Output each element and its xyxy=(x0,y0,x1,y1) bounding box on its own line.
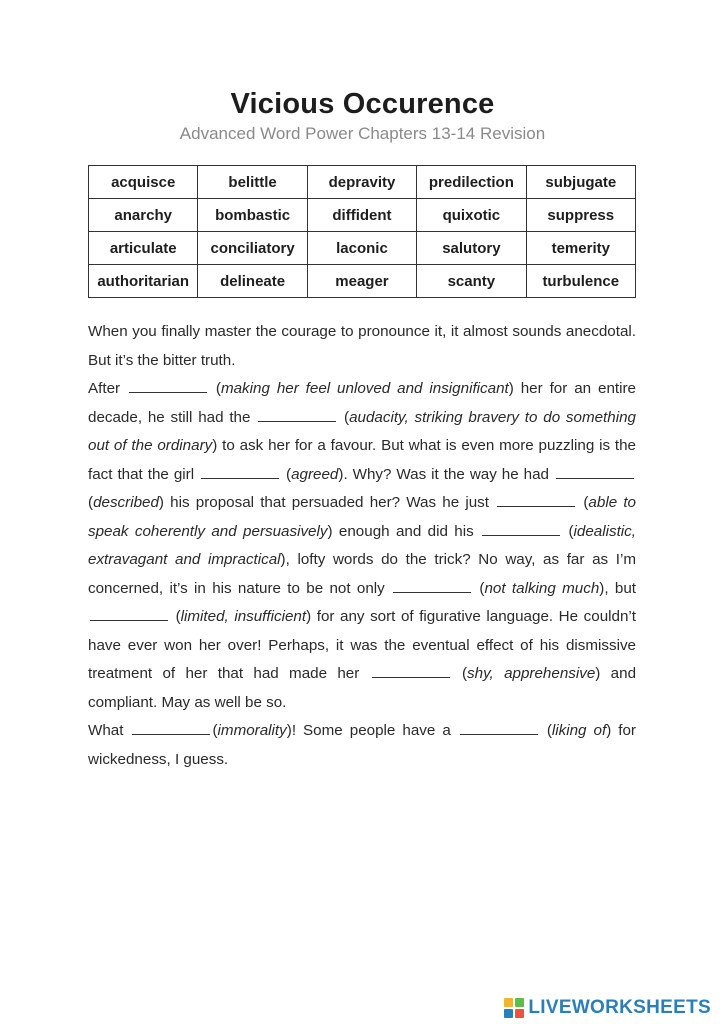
brand-name: LIVEWORKSHEETS xyxy=(528,997,711,1018)
word-cell: subjugate xyxy=(526,166,635,199)
hint: making her feel unloved and insignificant xyxy=(220,380,509,397)
word-cell: laconic xyxy=(307,232,416,265)
word-cell: temerity xyxy=(526,232,635,265)
answer-blank[interactable] xyxy=(497,492,575,507)
passage-text: After xyxy=(88,380,121,397)
word-cell: anarchy xyxy=(89,199,198,232)
passage-text: . Why? Was it the way he had xyxy=(343,465,549,483)
word-cell: authoritarian xyxy=(89,265,198,298)
passage-body: After (making her feel unloved and insignificant) her for an entire decade, he still had the (audacity, striking bravery to do something out of the ordinary) to ask her for a favour. But what is even more puzzling is the fact that the girl (agreed). Why? Was it the way he had (described) his proposal that persuaded her? Was he just (able to speak coherently and persuasively) enough and did his (idealistic, extravagant and impractical), lofty words do the trick? No way, as far as I’m concerned, it’s in his nature to be not only (not talking much), but (limited, insufficient) for any sort of figurative language. He couldn’t have ever won her over! Perhaps, it was the eventual effect of his dismissive treatment of her that had made her (shy, apprehensive) and compliant. May as well be so. xyxy=(88,380,637,711)
word-cell: conciliatory xyxy=(198,232,307,265)
answer-blank[interactable] xyxy=(372,663,450,678)
hint: limited, insufficient xyxy=(180,608,307,625)
hint: able to speak coherently and persuasively xyxy=(88,494,636,540)
table-row xyxy=(89,166,636,199)
page-subtitle: Advanced Word Power Chapters 13-14 Revision xyxy=(179,124,546,143)
passage-intro: When you finally master the courage to pronounce it, it almost sounds anecdotal. But it’s the bitter truth. xyxy=(88,323,636,369)
word-bank-table xyxy=(88,165,636,298)
passage-text: What xyxy=(88,722,124,739)
hint: immorality xyxy=(217,722,287,739)
passage-text: for wickedness, I guess. xyxy=(88,722,636,768)
word-cell: predilection xyxy=(417,166,526,199)
answer-blank[interactable] xyxy=(129,378,207,393)
liveworksheets-logo xyxy=(504,996,711,1020)
answer-blank[interactable] xyxy=(132,720,210,735)
passage-text: enough and did his xyxy=(338,522,474,540)
hint: agreed xyxy=(291,465,339,483)
passage-text: , but xyxy=(604,579,636,597)
passage-text: , lofty words do the trick? No way, as far as I’m concerned, it’s in his nature to be not only xyxy=(88,551,636,597)
hint: described xyxy=(93,494,159,511)
passage xyxy=(88,318,636,774)
passage-ending: What (immorality)! Some people have a (liking of) for wickedness, I guess. xyxy=(88,722,636,768)
passage-text: and compliant. May as well be so. xyxy=(88,665,637,711)
word-cell: belittle xyxy=(198,166,307,199)
answer-blank[interactable] xyxy=(556,464,634,479)
word-cell: turbulence xyxy=(526,265,635,298)
hint: liking of xyxy=(551,722,607,739)
passage-text: his proposal that persuaded her? Was he just xyxy=(170,494,489,511)
liveworksheets-logo-icon xyxy=(504,998,524,1018)
word-cell: delineate xyxy=(198,265,307,298)
answer-blank[interactable] xyxy=(393,578,471,593)
table-row xyxy=(89,265,636,298)
word-cell: salutory xyxy=(417,232,526,265)
page-title: Vicious Occurence xyxy=(230,88,495,120)
word-cell: articulate xyxy=(89,232,198,265)
answer-blank[interactable] xyxy=(90,606,168,621)
word-cell: acquisce xyxy=(89,166,198,199)
passage-text: ! Some people have a xyxy=(291,722,451,739)
hint: shy, apprehensive xyxy=(467,665,596,682)
answer-blank[interactable] xyxy=(482,521,560,536)
word-cell: quixotic xyxy=(417,199,526,232)
answer-blank[interactable] xyxy=(201,464,279,479)
word-cell: bombastic xyxy=(198,199,307,232)
passage-text: her for an entire decade, he still had the xyxy=(88,380,636,426)
passage-text: for any sort of figurative language. He couldn’t have ever won her over! Perhaps, it was the eventual effect of his dismissive treatment of her that had made her xyxy=(88,608,637,682)
word-cell: diffident xyxy=(307,199,416,232)
table-row xyxy=(89,232,636,265)
passage-text: to ask her for a favour. But what is even more puzzling is the fact that the girl xyxy=(88,437,637,483)
word-cell: meager xyxy=(307,265,416,298)
answer-blank[interactable] xyxy=(460,720,538,735)
table-row xyxy=(89,199,636,232)
word-cell: scanty xyxy=(417,265,526,298)
answer-blank[interactable] xyxy=(258,407,336,422)
hint: idealistic, extravagant and impractical xyxy=(88,522,636,568)
hint: not talking much xyxy=(484,579,600,597)
word-cell: suppress xyxy=(526,199,635,232)
hint: audacity, striking bravery to do something out of the ordinary xyxy=(88,408,636,454)
word-cell: depravity xyxy=(307,166,416,199)
